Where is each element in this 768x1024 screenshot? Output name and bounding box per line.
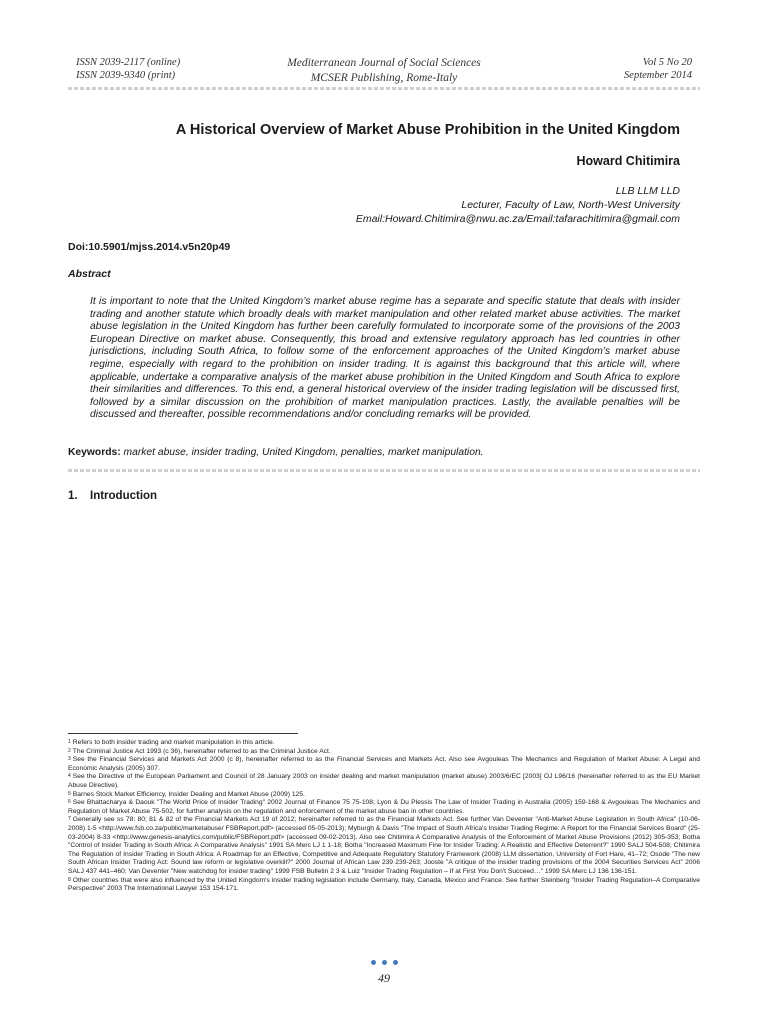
ornament-dot [371, 960, 376, 965]
footnote-divider [68, 733, 298, 734]
keywords-label: Keywords: [68, 447, 121, 458]
footnote-marker: 1 [68, 739, 71, 745]
footnote-text: Barnes Stock Market Efficiency, Insider Dealing and Market Abuse (2009) 125. [72, 790, 305, 798]
footnote-text: See Bhattacharya & Daouk "The World Price of Insider Trading" 2002 Journal of Finance 75 75-108; Lyon & Du Plessis The Law of Insider Trading in Australia (2005) 159-168 & Avgouleas The Mechanics and Regulation of Market Abuse 75-502, for further analysis on the regulation and enforcement of the market abuse ban in other countries. [68, 799, 700, 815]
keywords [68, 447, 688, 458]
footnote-marker: 8 [68, 876, 71, 883]
footnote-text: The Criminal Justice Act 1993 (c 36), hereinafter referred to as the Criminal Justice Act. [72, 747, 331, 755]
footnote [68, 799, 700, 816]
publisher-name: MCSER Publishing, Rome-Italy [310, 72, 458, 84]
footnote-text: See the Financial Services and Markets Act 2000 (c 8), hereinafter referred to as the Financial Services and Markets Act. Also see Avgouleas The Mechanics and Regulation of Market Abuse: A Legal and Economic Analysis (2005) 307. [68, 756, 700, 772]
abstract-heading: Abstract [68, 268, 111, 280]
footnote [68, 756, 700, 773]
footnote [68, 773, 700, 790]
footnote-text: Generally see ss 78; 80; 81 & 82 of the Financial Markets Act 19 of 2012; hereinafter referred to as the Financial Markets Act. See further Van Deventer "Anti-Market Abuse Legislation in South Africa" (10-06-2008) 1-5 <http://www.fsb.co.za/public/marketabuse/ FSBReport.pdf> (accessed 05-05-2013); Myburgh & Davis "The Impact of South Africa's Insider Trading Regime: A Report for the Financial Services Board" (25-03-2004) 8-33 <http://www.genesis-analytics.com/public/FSBReport.pdf> (accessed 09-02-2013). Also see Chitimira A Comparative Analysis of the Enforcement of Market Abuse Provisions (2012) 305-353; Botha "Control of Insider Trading in South Africa: A Comparative Analysis" 1991 SA Merc LJ 1 1-18; Botha "Increased Maximum Fine for Insider Trading: A Realistic and Effective Deterrent?" 1990 SALJ 504-508; Chitimira The Regulation of Insider Trading in South Africa: A Roadmap for an Effective, Competitive and Adequate Regulatory Statutory Framework (2008) LLM dissertation, University of Fort Hare, 41–72; Osode "The new South African Insider Trading Act: Sound law reform or legislative overkill?" 2000 Journal of African Law 239 239-263; Jooste "A critique of the insider trading provisions of the 2004 Securities Services Act" 2006 SALJ 437 441–460; Van Deventer "New watchdog for insider trading" 1999 FSB Bulletin 2 3 & Luiz "Insider Trading Regulation – If at First You Don't Succeed…" 1999 SA Merc LJ 136 136-151. [68, 816, 700, 875]
footnote [68, 791, 700, 800]
issue-date: September 2014 [624, 70, 692, 81]
author-position: Lecturer, Faculty of Law, North-West University [461, 199, 680, 211]
footnote-marker: 5 [68, 790, 71, 797]
header-issue [624, 56, 692, 82]
section-divider [68, 469, 700, 472]
author-name: Howard Chitimira [576, 154, 680, 168]
footnote [68, 739, 700, 748]
footnote-text: Refers to both insider trading and market manipulation in this article. [72, 739, 275, 746]
footnote [68, 748, 700, 757]
keywords-text: market abuse, insider trading, United Kingdom, penalties, market manipulation. [120, 447, 484, 458]
footnote-marker: 3 [68, 756, 71, 763]
footnote-marker: 2 [68, 747, 71, 754]
doi: Doi:10.5901/mjss.2014.v5n20p49 [68, 241, 231, 253]
ornament-dot [393, 960, 398, 965]
author-degrees: LLB LLM LLD [615, 185, 680, 197]
issn-online: ISSN 2039-2117 (online) [76, 57, 181, 68]
footnotes [68, 739, 700, 894]
section-heading [68, 490, 157, 502]
ornament-dot [382, 960, 387, 965]
issn-print: ISSN 2039-9340 (print) [76, 70, 176, 81]
footnote-text: Other countries that were also influenced by the United Kingdom's insider trading legislation include Germany, Italy, Canada, Mexico and France. See further Steinberg "Insider Trading Regulation–A Comparative Perspective" 2003 The International Lawyer 153 154-171. [68, 876, 700, 893]
page-ornament [0, 960, 768, 965]
journal-name: Mediterranean Journal of Social Sciences [287, 57, 481, 69]
author-email: Email:Howard.Chitimira@nwu.ac.za/Email:tafarachitimira@gmail.com [355, 213, 680, 225]
footnote-marker: 6 [68, 799, 71, 806]
footnote [68, 877, 700, 894]
footnote-marker: 7 [68, 816, 71, 823]
page-number: 49 [378, 971, 390, 985]
footnote-text: See the Directive of the European Parliament and Council of 28 January 2003 on insider dealing and market manipulation (market abuse) 2003/6/EC [2003] OJ L96/16 (hereinafter referred to as the EU Market Abuse Directive). [68, 773, 700, 789]
header-divider [68, 87, 700, 90]
footnote [68, 816, 700, 876]
volume-number: Vol 5 No 20 [642, 57, 692, 68]
author-affiliation [68, 184, 680, 226]
footnote-marker: 4 [68, 773, 71, 780]
section-title: Introduction [90, 490, 158, 502]
article-title: A Historical Overview of Market Abuse Prohibition in the United Kingdom [175, 122, 680, 138]
abstract-text: It is important to note that the United Kingdom’s market abuse regime has a separate and specific statute that deals with insider trading and another statute which broadly deals with market manipulation and other related market abuse activities. The market abuse legislation in the United Kingdom has further been carefully formulated to incorporate some of the provisions of the 2003 European Directive on market abuse. Consequently, this broad and extensive regulatory approach has led countries in other jurisdictions, including South Africa, to follow some of the enforcement approaches of the United Kingdom’s market abuse regime, especially with regard to the prohibition on insider trading. It is against this background that this article will, where applicable, undertake a comparative analysis of the market abuse prohibition in the United Kingdom and South Africa to explore their similarities and differences. To this end, a general historical overview of the insider trading legislation will be discussed first, followed by a similar discussion on the prohibition of market manipulation practices. Lastly, the available penalties will be discussed and thereafter, possible recommendations and/or concluding remarks will be provided. [90, 296, 680, 421]
section-number: 1. [68, 490, 78, 502]
